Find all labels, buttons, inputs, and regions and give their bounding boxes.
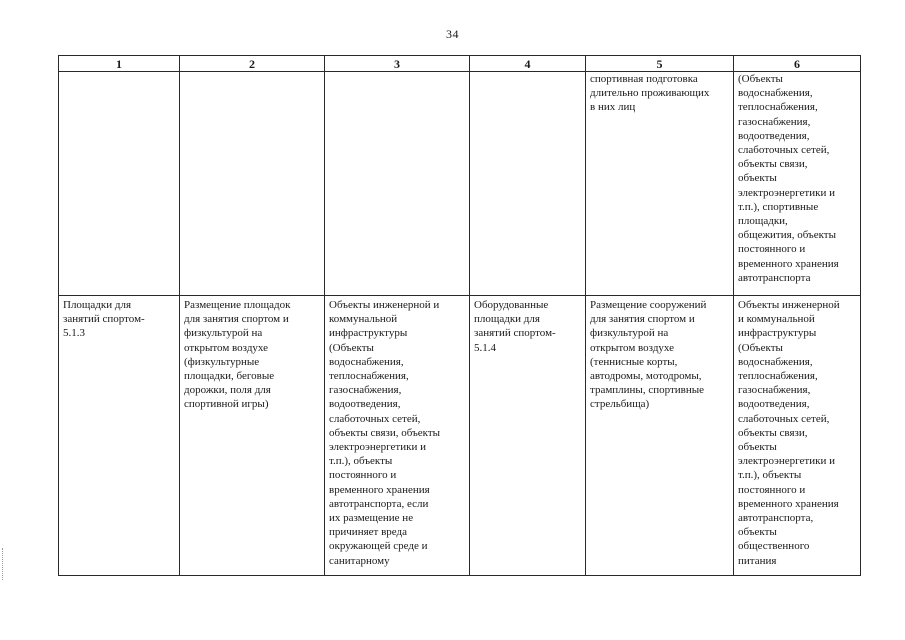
column-header: 4 xyxy=(470,56,586,72)
table-cell: Размещение сооружений для занятия спортом и физкультурой на открытом воздухе (теннисные корты, автодромы, мотодромы, трамплины, спортивные стрельбища) xyxy=(586,296,734,576)
table-header-row xyxy=(59,56,861,72)
table-cell: (Объекты водоснабжения, теплоснабжения, газоснабжения, водоотведения, слаботочных сетей, объекты связи, объекты электроэнергетики и т.п.), спортивные площадки, общежития, объекты постоянного и временного хранения автотранспорта xyxy=(734,72,861,296)
table-row xyxy=(59,296,861,576)
scan-edge-mark xyxy=(2,548,7,580)
table-cell: Объекты инженерной и коммунальной инфраструктуры (Объекты водоснабжения, теплоснабжения, газоснабжения, водоотведения, слаботочных сетей, объекты связи, объекты электроэнергетики и т.п.), объекты постоянного и временного хранения автотранспорта, если их размещение не причиняет вреда окружающей среде и санитарному xyxy=(325,296,470,576)
table-cell: спортивная подготовка длительно проживающих в них лиц xyxy=(586,72,734,296)
table-cell xyxy=(325,72,470,296)
column-header: 3 xyxy=(325,56,470,72)
table-cell: Размещение площадок для занятия спортом и физкультурой на открытом воздухе (физкультурные площадки, беговые дорожки, поля для спортивной игры) xyxy=(180,296,325,576)
table-row xyxy=(59,72,861,296)
document-table xyxy=(58,55,861,576)
column-header: 2 xyxy=(180,56,325,72)
page-number: 34 xyxy=(446,27,459,41)
table-cell xyxy=(180,72,325,296)
table-cell: Площадки для занятий спортом- 5.1.3 xyxy=(59,296,180,576)
column-header: 1 xyxy=(59,56,180,72)
table-cell xyxy=(59,72,180,296)
table-cell xyxy=(470,72,586,296)
table-cell: Объекты инженерной и коммунальной инфраструктуры (Объекты водоснабжения, теплоснабжения, газоснабжения, водоотведения, слаботочных сетей, объекты связи, объекты электроэнергетики и т.п.), объекты постоянного и временного хранения автотранспорта, объекты общественного питания xyxy=(734,296,861,576)
column-header: 5 xyxy=(586,56,734,72)
table-cell: Оборудованные площадки для занятий спортом- 5.1.4 xyxy=(470,296,586,576)
column-header: 6 xyxy=(734,56,861,72)
